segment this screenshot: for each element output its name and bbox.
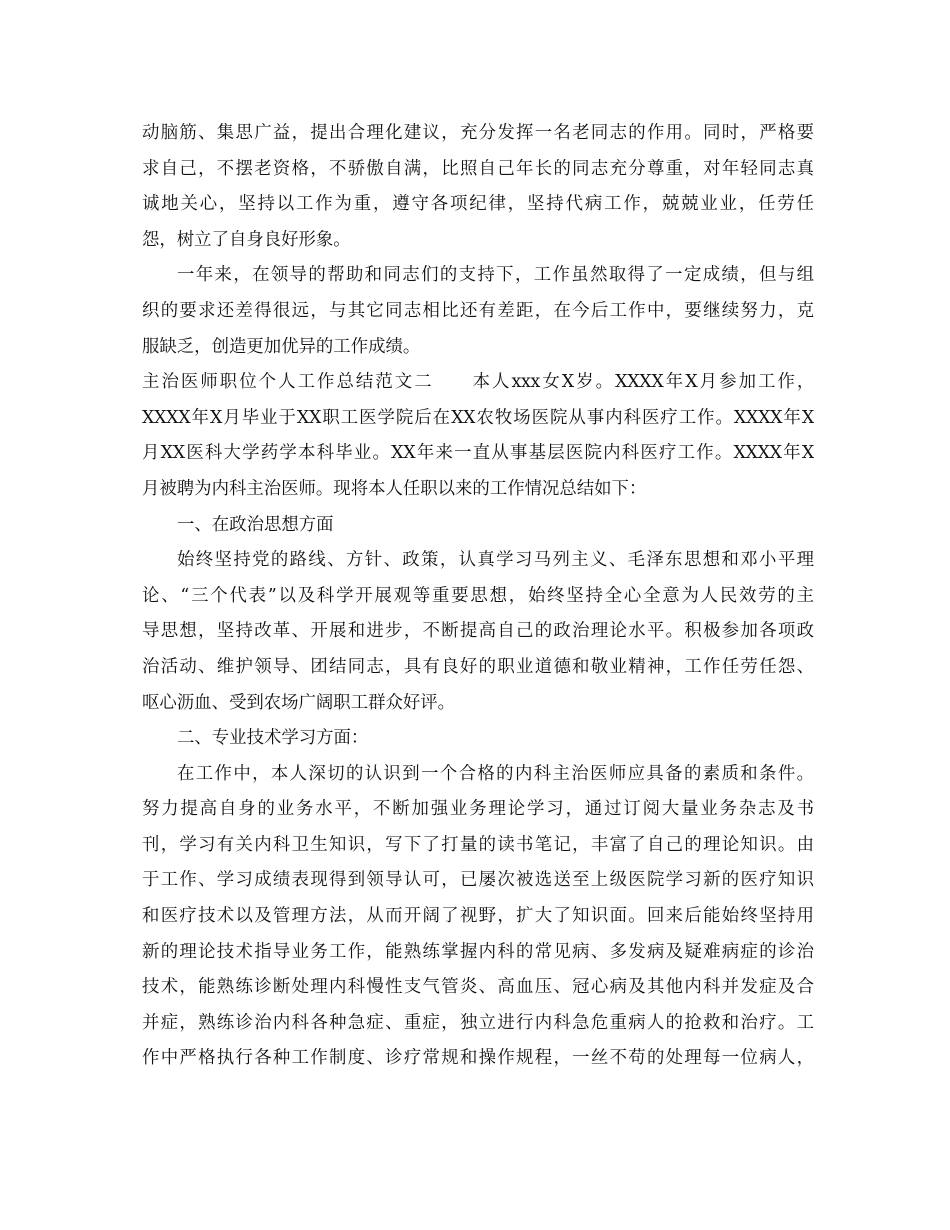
text-line: 技术，能熟练诊断处理内科慢性支气管炎、高血压、冠心病及其他内科并发症及合 xyxy=(142,977,814,998)
text-line: 诚地关心，坚持以工作为重，遵守各项纪律，坚持代病工作，兢兢业业，任劳任 xyxy=(142,194,814,215)
text-line: XXXX年X月毕业于XX职工医学院后在XX农牧场医院从事内科医疗工作。XXXX年X xyxy=(142,407,814,428)
text-line: 动脑筋、集思广益，提出合理化建议，充分发挥一名老同志的作用。同时，严格要 xyxy=(142,123,814,143)
text-line: 在工作中，本人深切的认识到一个合格的内科主治医师应具备的素质和条件。 xyxy=(177,763,814,784)
text-line: 导思想，坚持改革、开展和进步，不断提高自己的政治理论水平。积极参加各项政 xyxy=(142,621,814,642)
document-body xyxy=(142,116,814,1077)
section-heading: 一、在政治思想方面 xyxy=(177,514,334,535)
text-line: 月被聘为内科主治医师。现将本人任职以来的工作情况总结如下： xyxy=(142,478,647,499)
text-line: 织的要求还差得很远，与其它同志相比还有差距，在今后工作中，要继续努力，克 xyxy=(142,300,814,321)
text-line: 刊，学习有关内科卫生知识，写下了打量的读书笔记，丰富了自己的理论知识。由 xyxy=(142,834,814,855)
text-line: 论、“三个代表”以及科学开展观等重要思想，始终坚持全心全意为人民效劳的主 xyxy=(142,585,814,606)
text-line: 和医疗技术以及管理方法，从而开阔了视野，扩大了知识面。回来后能始终坚持用 xyxy=(142,906,814,927)
text-line: 服缺乏，创造更加优异的工作成绩。 xyxy=(142,336,421,357)
text-line: 并症，熟练诊治内科各种急症、重症，独立进行内科急危重病人的抢救和治疗。工 xyxy=(142,1012,814,1033)
text-line: 怨，树立了自身良好形象。 xyxy=(142,229,351,250)
text-line: 努力提高自身的业务水平，不断加强业务理论学习，通过订阅大量业务杂志及书 xyxy=(142,799,814,820)
text-line: 呕心沥血、受到农场广阔职工群众好评。 xyxy=(142,692,456,713)
text-line: 于工作、学习成绩表现得到领导认可，已屡次被选送至上级医院学习新的医疗知识 xyxy=(142,870,814,891)
text-line: 月XX医科大学药学本科毕业。XX年来一直从事基层医院内科医疗工作。XXXX年X xyxy=(142,443,814,464)
text-line: 求自己，不摆老资格，不骄傲自满，比照自己年长的同志充分尊重，对年轻同志真 xyxy=(142,158,814,179)
text-line: 主治医师职位个人工作总结范文二 本人xxx女X岁。XXXX年X月参加工作， xyxy=(142,372,814,393)
text-line: 作中严格执行各种工作制度、诊疗常规和操作规程，一丝不苟的处理每一位病人， xyxy=(142,1048,814,1069)
text-line: 治活动、维护领导、团结同志，具有良好的职业道德和敬业精神，工作任劳任怨、 xyxy=(142,656,814,677)
section-heading: 二、专业技术学习方面： xyxy=(177,728,369,749)
text-line: 新的理论技术指导业务工作，能熟练掌握内科的常见病、多发病及疑难病症的诊治 xyxy=(142,941,814,962)
text-line: 一年来，在领导的帮助和同志们的支持下，工作虽然取得了一定成绩，但与组 xyxy=(177,265,814,286)
text-line: 始终坚持党的路线、方针、政策，认真学习马列主义、毛泽东思想和邓小平理 xyxy=(177,550,814,571)
